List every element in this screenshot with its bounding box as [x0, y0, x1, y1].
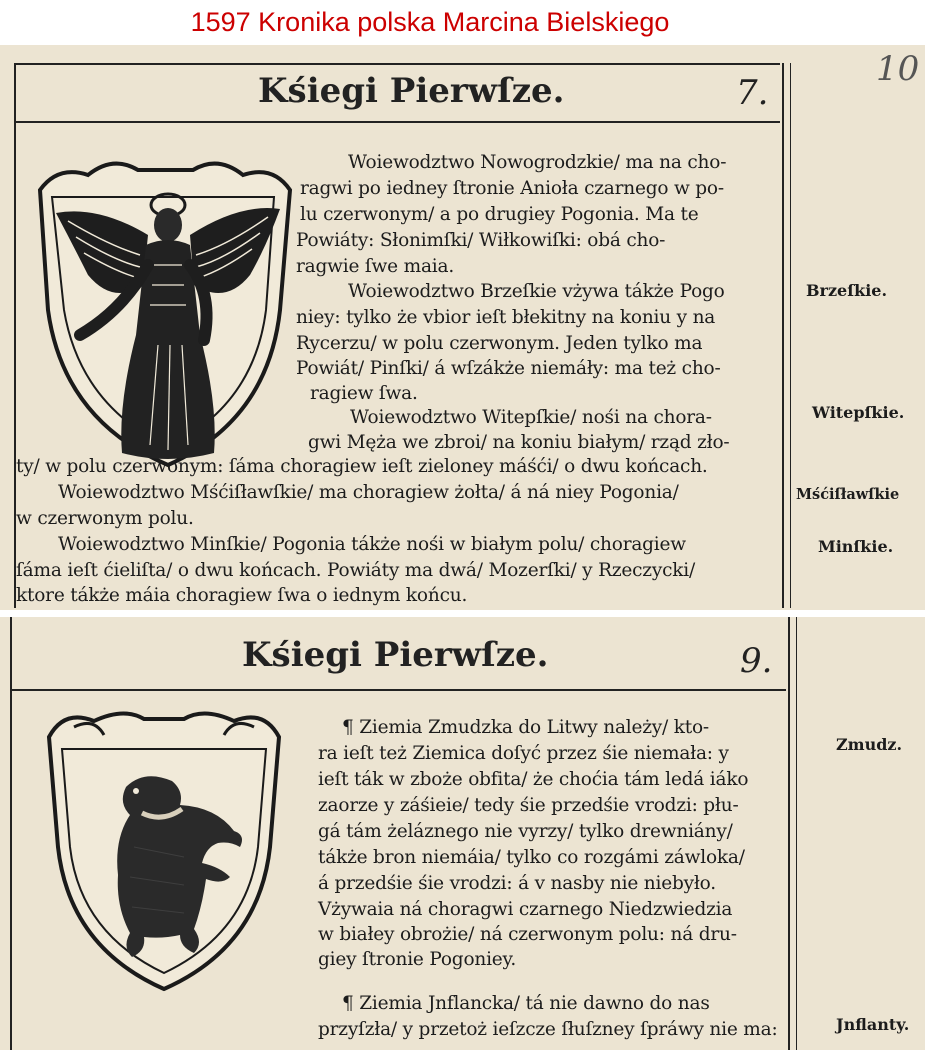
text-line: ragiew ſwa.: [310, 383, 418, 404]
text-line: Woiewodztwo Witepſkie/ nośi na chora-: [350, 407, 712, 428]
page-scan-bottom: [0, 617, 925, 1050]
text-line: á przedśie śie vrodzi: á v nasby nie niebyło.: [318, 873, 716, 894]
text-line: Powiáty: Słonimſki/ Wiłkowiſki: obá cho-: [296, 230, 666, 251]
marginal-note: Witepſkie.: [812, 403, 905, 422]
text-line: giey ſtronie Pogoniey.: [318, 949, 517, 970]
text-line: ieſt ták w zboże obfita/ że choćia tám ledá iáko: [318, 769, 749, 790]
text-line: Woiewodztwo Nowogrodzkie/ ma na cho-: [348, 152, 727, 173]
text-line: lu czerwonym/ a po drugiey Pogonia. Ma te: [300, 204, 699, 225]
text-line: przyſzła/ y przetoż ieſzcze ſłuſzney ſpráwy nie ma:: [318, 1019, 778, 1040]
page-number: 9.: [740, 641, 773, 681]
page-number: 7.: [736, 73, 769, 113]
image-caption: 1597 Kronika polska Marcina Bielskiego: [190, 7, 670, 37]
marginal-note: Mśćiſławſkie: [796, 486, 900, 503]
text-line: Woiewodztwo Brzeſkie vżywa tákże Pogo: [348, 281, 725, 302]
running-header: Kśiegi Pierwſze.: [242, 635, 549, 675]
text-line: w białey obrożie/ ná czerwonym polu: ná dru-: [318, 924, 737, 945]
text-line: Rycerzu/ w polu czerwonym. Jeden tylko ma: [296, 333, 703, 354]
text-line: ty/ w polu czerwonym: ſáma choragiew ieſt zieloney máśći/ o dwu końcach.: [16, 456, 708, 477]
angel-coat-of-arms-icon: [18, 135, 308, 480]
marginal-note: Minſkie.: [818, 537, 894, 556]
text-line: zaorze y záśieie/ tedy śie przedśie vrodzi: płu-: [318, 795, 739, 816]
text-line: ktore tákże máia choragiew ſwa o iednym końcu.: [16, 585, 468, 606]
text-line: ra ieſt też Ziemica doſyć przez śie niemała: y: [318, 743, 729, 764]
margin-column-rule: [796, 617, 797, 1050]
text-line: tákże bron niemáia/ tylko co rozgámi záwloka/: [318, 847, 745, 868]
marginal-note: Jnflanty.: [836, 1015, 910, 1034]
margin-column-rule: [790, 63, 791, 608]
text-line: Woiewodztwo Minſkie/ Pogonia tákże nośi w białym polu/ choragiew: [58, 534, 686, 555]
text-line: ragwi po iedney ſtronie Anioła czarnego w po-: [300, 178, 724, 199]
text-line: niey: tylko że vbior ieſt błekitny na koniu y na: [296, 307, 716, 328]
page-scan-top: [0, 45, 925, 610]
marginal-note: Zmudz.: [836, 735, 903, 754]
running-header: Kśiegi Pierwſze.: [258, 71, 565, 111]
text-line: Powiát/ Pinſki/ á wſzákże niemáły: ma też cho-: [296, 358, 721, 379]
text-line: gwi Męża we zbroi/ na koniu białym/ rząd zło-: [308, 432, 730, 453]
marginal-note: Brzeſkie.: [806, 281, 888, 300]
text-line: Woiewodztwo Mśćiſławſkie/ ma choragiew żołta/ á ná niey Pogonia/: [58, 482, 679, 503]
text-line: ¶ Ziemia Zmudzka do Litwy należy/ kto-: [342, 717, 709, 738]
text-line: ragwie ſwe maia.: [296, 256, 455, 277]
bear-coat-of-arms-icon: [34, 707, 294, 997]
text-line: ¶ Ziemia Jnflancka/ tá nie dawno do nas: [342, 993, 710, 1014]
handwritten-page-number: 10: [876, 49, 920, 89]
text-line: gá tám żeláznego nie vyrzy/ tylko drewniány/: [318, 821, 733, 842]
text-line: Vżywaia ná choragwi czarnego Niedzwiedzia: [318, 899, 733, 920]
text-line: w czerwonym polu.: [16, 508, 194, 529]
text-line: ſáma ieſt ćieliſta/ o dwu końcach. Powiáty ma dwá/ Mozerſki/ y Rzeczycki/: [16, 560, 696, 581]
